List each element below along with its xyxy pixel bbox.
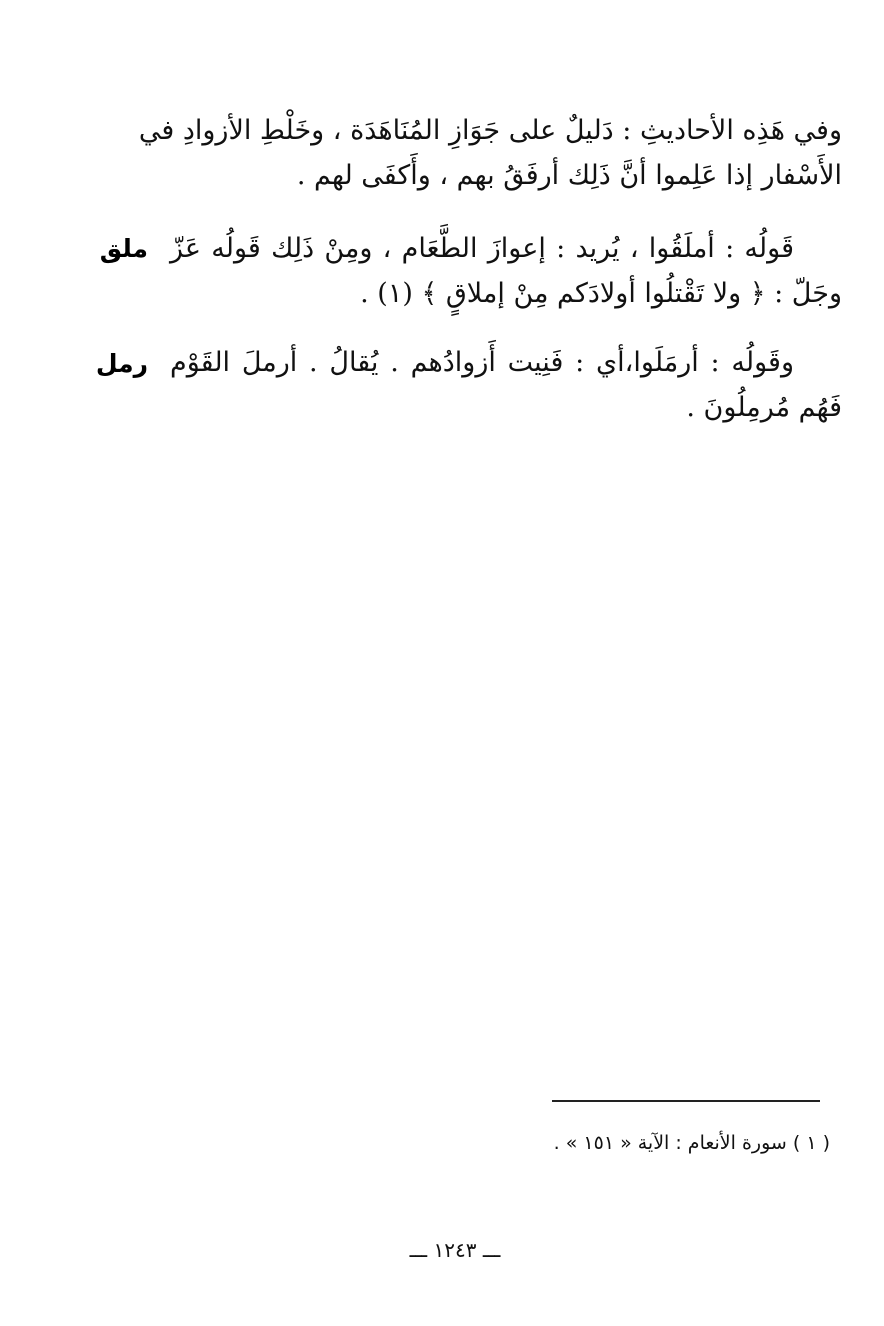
paragraph-line: وقَولُه : أرمَلَوا،أي : فَنِيت أَزوادُهم . يُقالُ . أرملَ القَوْم [170, 347, 794, 378]
paragraph-amlaqu [170, 226, 842, 316]
paragraph-line: قَولُه : أملَقُوا ، يُريد : إعوازَ الطَّعَام ، ومِنْ ذَلِك قَولُه عَزّ [170, 233, 794, 264]
footnote-separator [552, 1100, 820, 1102]
paragraph-line: الأَسْفار إذا عَلِموا أنَّ ذَلِك أرفَقُ بهم ، وأَكفَى لهم . [296, 160, 842, 191]
paragraph-line: وجَلّ : ﴿ ولا تَقْتلُوا أولادَكم مِنْ إملاقٍ ﴾ (١) . [360, 278, 842, 309]
margin-keyword-ramal: رمل [95, 349, 148, 378]
paragraph-line: وفي هَذِه الأحاديثِ : دَليلٌ على جَوَازِ المُنَاهَدَة ، وخَلْطِ الأزوادِ في [138, 115, 842, 146]
paragraph-line: فَهُم مُرمِلُونَ . [686, 392, 842, 423]
paragraph-zad-sharing [138, 108, 842, 198]
page-number: ـــ ١٢٤٣ ـــ [409, 1238, 501, 1262]
paragraph-armalu [170, 340, 842, 430]
margin-keyword-malaq: ملق [99, 234, 148, 263]
footnote: ( ١ ) سورة الأنعام : الآية « ١٥١ » . [553, 1132, 830, 1154]
